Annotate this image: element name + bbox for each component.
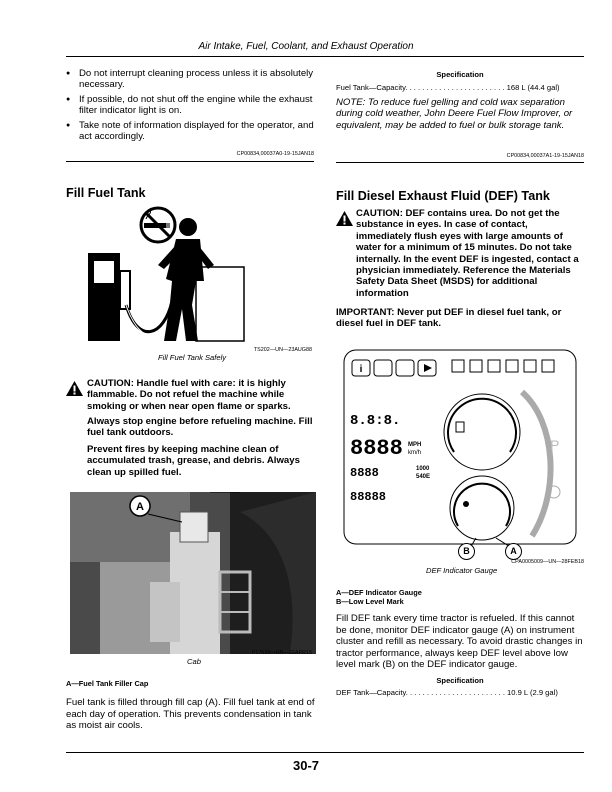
display-digits-top: 8.8:8. bbox=[350, 413, 401, 429]
callout-b: B bbox=[458, 543, 475, 560]
park-indicator: P bbox=[550, 437, 560, 453]
info-icon: i bbox=[359, 364, 363, 375]
caution-fuel: CAUTION: Handle fuel with care: it is highly flammable. Do not refuel the machine while smoking or when near open flame or sparks. bbox=[87, 378, 291, 412]
rpm-540e: 540E bbox=[416, 474, 431, 480]
unit-mph: MPH bbox=[408, 442, 422, 448]
def-indicator-gauge-illustration bbox=[336, 342, 584, 556]
caution-fuel-stop-engine: Always stop engine before refueling machine. Fill fuel tank outdoors. bbox=[87, 416, 313, 439]
figure-reference: TS202—UN—23AUG88 bbox=[253, 347, 312, 353]
figure-reference: P17639—UN—22APR15 bbox=[251, 650, 312, 656]
refuel-safety-illustration bbox=[86, 205, 246, 343]
header-rule bbox=[66, 56, 584, 57]
reference-code: CP00834,00037A0-19-15JAN18 bbox=[236, 151, 314, 157]
footer-rule bbox=[66, 752, 584, 753]
person-head bbox=[179, 218, 197, 236]
figure-caption: Fill Fuel Tank Safely bbox=[158, 353, 227, 362]
bullet-item: ● Do not interrupt cleaning process unless it is absolutely necessary. bbox=[66, 68, 321, 91]
rpm-1000: 1000 bbox=[416, 466, 430, 472]
bullet-list bbox=[66, 68, 321, 145]
caution-fuel-prevent-fires: Prevent fires by keeping machine clean of accumulated trash, grease, and debris. Always clean up spilled fuel. bbox=[87, 444, 300, 478]
section-rule bbox=[336, 162, 584, 163]
legend-low-level-mark: B—Low Level Mark bbox=[336, 597, 404, 606]
def-indicator-gauge bbox=[450, 476, 514, 540]
spec-fuel-capacity: Fuel Tank—Capacity. . . . . . . . . . . . . . . . . . . . . . . . 168 L (44.4 gal) bbox=[336, 83, 560, 92]
spec-heading: Specification bbox=[436, 676, 484, 685]
section-rule bbox=[66, 161, 314, 162]
display-digits-speed: 8888 bbox=[350, 436, 403, 461]
display-digits-bottom: 88888 bbox=[350, 490, 387, 504]
fuel-gauge-dial bbox=[444, 394, 520, 470]
cab-photo bbox=[70, 492, 316, 654]
fill-def-body: Fill DEF tank every time tractor is refueled. If this cannot be done, monitor DEF indicator gauge (A) on instrument cluster and refill as necessary. To avoid drastic changes in tractor performance, always keep DEF level above low level mark (B) on the DEF indicator gauge. bbox=[336, 613, 583, 671]
fill-fuel-body: Fuel tank is filled through fill cap (A). Fill fuel tank at end of each day of operation. This prevents condensation in tank as moist air cools. bbox=[66, 697, 315, 732]
unit-kmh: km/h bbox=[408, 450, 422, 456]
warning-icon bbox=[336, 211, 353, 226]
callout-a: A bbox=[505, 543, 522, 560]
important-def: IMPORTANT: Never put DEF in diesel fuel tank, or diesel fuel in DEF tank. bbox=[336, 307, 562, 330]
page-number: 30-7 bbox=[292, 758, 320, 773]
legend-fuel-cap: A—Fuel Tank Filler Cap bbox=[66, 679, 149, 688]
section-title-fill-def: Fill Diesel Exhaust Fluid (DEF) Tank bbox=[336, 189, 550, 203]
bullet-item: ● Take note of information displayed for the operator, and act accordingly. bbox=[66, 120, 321, 143]
section-title-fill-fuel: Fill Fuel Tank bbox=[66, 186, 146, 200]
figure-caption: DEF Indicator Gauge bbox=[426, 566, 498, 575]
display-digits-rpm: 8888 bbox=[350, 466, 379, 480]
caution-def: CAUTION: DEF contains urea. Do not get the substance in eyes. In case of contact, immediately flush eyes with large amounts of water for a minimum of 15 minutes. Do not take internally. In the event DEF is ingested, contact a physician immediately. Reference the Materials Safety Data Sheet (MSDS) for additional information bbox=[356, 208, 579, 299]
running-header: Air Intake, Fuel, Coolant, and Exhaust Operation bbox=[198, 41, 414, 52]
callout-a-label: A bbox=[136, 501, 144, 513]
figure-reference: CPA0005009—UN—28FEB18 bbox=[511, 559, 584, 565]
spec-def-capacity: DEF Tank—Capacity. . . . . . . . . . . . . . . . . . . . . . . . 10.9 L (2.9 gal) bbox=[336, 688, 558, 697]
reference-code: CP00834,00037A1-19-15JAN18 bbox=[506, 153, 584, 159]
warning-icon bbox=[66, 381, 83, 396]
bullet-item: ● If possible, do not shut off the engine while the exhaust filter indicator light is on. bbox=[66, 94, 321, 117]
spec-heading: Specification bbox=[436, 70, 484, 79]
legend-def-gauge: A—DEF Indicator Gauge bbox=[336, 588, 422, 597]
note-text: NOTE: To reduce fuel gelling and cold wax separation during cold weather, John Deere Fuel Flow Improver, or equivalent, may be added to fuel or bulk storage tank. bbox=[336, 97, 573, 131]
figure-caption: Cab bbox=[187, 657, 201, 666]
